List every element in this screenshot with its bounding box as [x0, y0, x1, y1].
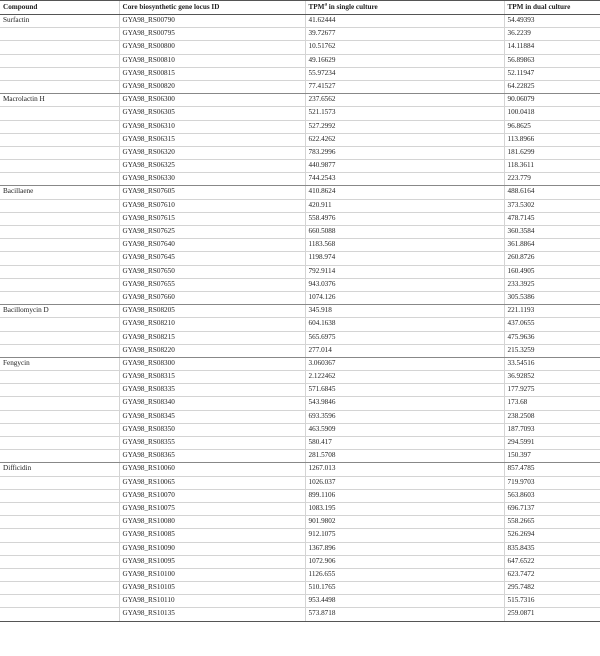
table-row [0, 384, 600, 397]
tpm-single-cell: 1072.906 [305, 555, 504, 568]
locus-id-cell: GYA98_RS06325 [119, 160, 305, 173]
compound-cell [0, 41, 119, 54]
tpm-single-cell: 440.9877 [305, 160, 504, 173]
tpm-single-cell: 622.4262 [305, 133, 504, 146]
tpm-dual-cell: 696.7137 [504, 502, 600, 515]
locus-id-cell: GYA98_RS08350 [119, 423, 305, 436]
table-row [0, 437, 600, 450]
table-row [0, 529, 600, 542]
tpm-single-cell: 604.1638 [305, 318, 504, 331]
compound-cell [0, 608, 119, 621]
locus-id-cell: GYA98_RS08315 [119, 371, 305, 384]
tpm-dual-cell: 90.06079 [504, 94, 600, 107]
tpm-single-cell: 943.0376 [305, 278, 504, 291]
table-row [0, 41, 600, 54]
compound-cell [0, 542, 119, 555]
compound-cell [0, 595, 119, 608]
tpm-dual-cell: 857.4785 [504, 463, 600, 476]
compound-cell [0, 344, 119, 357]
tpm-single-cell: 277.014 [305, 344, 504, 357]
compound-cell: Bacillaene [0, 186, 119, 199]
tpm-single-cell: 953.4498 [305, 595, 504, 608]
compound-cell [0, 397, 119, 410]
compound-cell [0, 239, 119, 252]
compound-cell: Surfactin [0, 15, 119, 28]
tpm-dual-cell: 305.5386 [504, 291, 600, 304]
table-row [0, 28, 600, 41]
locus-id-cell: GYA98_RS10080 [119, 516, 305, 529]
locus-id-cell: GYA98_RS08300 [119, 357, 305, 370]
table-header [0, 1, 600, 15]
table-row [0, 94, 600, 107]
locus-id-cell: GYA98_RS08210 [119, 318, 305, 331]
compound-cell [0, 568, 119, 581]
tpm-dual-cell: 33.54516 [504, 357, 600, 370]
locus-id-cell: GYA98_RS10100 [119, 568, 305, 581]
table-row [0, 265, 600, 278]
table-row [0, 410, 600, 423]
tpm-single-cell: 580.417 [305, 437, 504, 450]
locus-id-cell: GYA98_RS08365 [119, 450, 305, 463]
tpm-dual-cell: 113.8966 [504, 133, 600, 146]
locus-id-cell: GYA98_RS06315 [119, 133, 305, 146]
tpm-single-cell: 55.97234 [305, 67, 504, 80]
locus-id-cell: GYA98_RS10070 [119, 489, 305, 502]
compound-cell [0, 226, 119, 239]
table-row [0, 423, 600, 436]
tpm-dual-cell: 233.3925 [504, 278, 600, 291]
tpm-dual-cell: 221.1193 [504, 305, 600, 318]
table-row [0, 212, 600, 225]
table-row [0, 318, 600, 331]
compound-cell [0, 529, 119, 542]
compound-cell [0, 410, 119, 423]
tpm-single-cell: 783.2996 [305, 146, 504, 159]
locus-id-cell: GYA98_RS08355 [119, 437, 305, 450]
header-tpm-single-main: TPM [308, 3, 325, 11]
locus-id-cell: GYA98_RS10065 [119, 476, 305, 489]
compound-cell [0, 199, 119, 212]
tpm-dual-cell: 294.5991 [504, 437, 600, 450]
tpm-single-cell: 527.2992 [305, 120, 504, 133]
tpm-single-cell: 565.6975 [305, 331, 504, 344]
locus-id-cell: GYA98_RS00820 [119, 80, 305, 93]
table-row [0, 305, 600, 318]
compound-cell [0, 331, 119, 344]
locus-id-cell: GYA98_RS07625 [119, 226, 305, 239]
compound-cell [0, 476, 119, 489]
tpm-dual-cell: 835.8435 [504, 542, 600, 555]
compound-cell [0, 437, 119, 450]
table-row [0, 239, 600, 252]
tpm-dual-cell: 36.92852 [504, 371, 600, 384]
tpm-dual-cell: 437.0655 [504, 318, 600, 331]
table-row [0, 463, 600, 476]
tpm-dual-cell: 187.7093 [504, 423, 600, 436]
table-row [0, 160, 600, 173]
footnote-marker-a: a [324, 2, 327, 8]
tpm-dual-cell: 623.7472 [504, 568, 600, 581]
tpm-dual-cell: 360.3584 [504, 226, 600, 239]
locus-id-cell: GYA98_RS00810 [119, 54, 305, 67]
tpm-dual-cell: 259.0871 [504, 608, 600, 621]
table-row [0, 199, 600, 212]
compound-cell [0, 582, 119, 595]
table-row [0, 146, 600, 159]
locus-id-cell: GYA98_RS00815 [119, 67, 305, 80]
header-compound: Compound [0, 1, 119, 15]
table-row [0, 278, 600, 291]
tpm-single-cell: 1126.655 [305, 568, 504, 581]
locus-id-cell: GYA98_RS07640 [119, 239, 305, 252]
table-row [0, 120, 600, 133]
tpm-single-cell: 345.918 [305, 305, 504, 318]
tpm-single-cell: 543.9846 [305, 397, 504, 410]
locus-id-cell: GYA98_RS07645 [119, 252, 305, 265]
tpm-dual-cell: 361.8864 [504, 239, 600, 252]
tpm-single-cell: 1267.013 [305, 463, 504, 476]
tpm-single-cell: 901.9802 [305, 516, 504, 529]
tpm-dual-cell: 223.779 [504, 173, 600, 186]
locus-id-cell: GYA98_RS10090 [119, 542, 305, 555]
locus-id-cell: GYA98_RS10105 [119, 582, 305, 595]
compound-cell [0, 423, 119, 436]
table-row [0, 582, 600, 595]
tpm-single-cell: 39.72677 [305, 28, 504, 41]
tpm-single-cell: 521.1573 [305, 107, 504, 120]
table-row [0, 516, 600, 529]
compound-cell [0, 120, 119, 133]
tpm-dual-cell: 558.2665 [504, 516, 600, 529]
tpm-dual-cell: 526.2694 [504, 529, 600, 542]
compound-cell [0, 212, 119, 225]
table-row [0, 226, 600, 239]
compound-cell: Difficidin [0, 463, 119, 476]
table-row [0, 67, 600, 80]
tpm-single-cell: 573.8718 [305, 608, 504, 621]
tpm-dual-cell: 373.5302 [504, 199, 600, 212]
locus-id-cell: GYA98_RS07610 [119, 199, 305, 212]
tpm-dual-cell: 56.89863 [504, 54, 600, 67]
compound-cell: Fengycin [0, 357, 119, 370]
tpm-dual-cell: 647.6522 [504, 555, 600, 568]
header-row [0, 1, 600, 15]
tpm-dual-cell: 488.6164 [504, 186, 600, 199]
tpm-dual-cell: 260.8726 [504, 252, 600, 265]
tpm-single-cell: 3.060367 [305, 357, 504, 370]
compound-cell [0, 516, 119, 529]
table-row [0, 173, 600, 186]
tpm-dual-cell: 118.3611 [504, 160, 600, 173]
compound-cell [0, 80, 119, 93]
tpm-single-cell: 1074.126 [305, 291, 504, 304]
locus-id-cell: GYA98_RS08215 [119, 331, 305, 344]
tpm-single-cell: 410.8624 [305, 186, 504, 199]
locus-id-cell: GYA98_RS10085 [119, 529, 305, 542]
locus-id-cell: GYA98_RS06320 [119, 146, 305, 159]
tpm-dual-cell: 100.0418 [504, 107, 600, 120]
header-locus-id: Core biosynthetic gene locus ID [119, 1, 305, 15]
header-tpm-dual: TPM in dual culture [504, 1, 600, 15]
compound-cell [0, 160, 119, 173]
tpm-dual-cell: 515.7316 [504, 595, 600, 608]
tpm-dual-cell: 14.11884 [504, 41, 600, 54]
tpm-single-cell: 1183.568 [305, 239, 504, 252]
locus-id-cell: GYA98_RS08340 [119, 397, 305, 410]
table-body [0, 15, 600, 622]
compound-cell [0, 67, 119, 80]
locus-id-cell: GYA98_RS06330 [119, 173, 305, 186]
tpm-single-cell: 744.2543 [305, 173, 504, 186]
tpm-single-cell: 792.9114 [305, 265, 504, 278]
compound-cell: Macrolactin H [0, 94, 119, 107]
tpm-dual-cell: 64.22825 [504, 80, 600, 93]
tpm-dual-cell: 181.6299 [504, 146, 600, 159]
tpm-single-cell: 558.4976 [305, 212, 504, 225]
locus-id-cell: GYA98_RS08220 [119, 344, 305, 357]
table-row [0, 344, 600, 357]
table-row [0, 133, 600, 146]
table-row [0, 595, 600, 608]
tpm-single-cell: 420.911 [305, 199, 504, 212]
tpm-single-cell: 1026.037 [305, 476, 504, 489]
locus-id-cell: GYA98_RS08205 [119, 305, 305, 318]
table-row [0, 542, 600, 555]
tpm-single-cell: 693.3596 [305, 410, 504, 423]
locus-id-cell: GYA98_RS06305 [119, 107, 305, 120]
locus-id-cell: GYA98_RS00795 [119, 28, 305, 41]
compound-cell [0, 450, 119, 463]
table-row [0, 450, 600, 463]
table-row [0, 371, 600, 384]
tpm-dual-cell: 475.9636 [504, 331, 600, 344]
tpm-dual-cell: 52.11947 [504, 67, 600, 80]
locus-id-cell: GYA98_RS07650 [119, 265, 305, 278]
locus-id-cell: GYA98_RS08335 [119, 384, 305, 397]
locus-id-cell: GYA98_RS10075 [119, 502, 305, 515]
tpm-dual-cell: 54.49393 [504, 15, 600, 28]
tpm-dual-cell: 295.7482 [504, 582, 600, 595]
locus-id-cell: GYA98_RS10135 [119, 608, 305, 621]
locus-id-cell: GYA98_RS07615 [119, 212, 305, 225]
compound-cell [0, 278, 119, 291]
tpm-single-cell: 510.1765 [305, 582, 504, 595]
table-row [0, 186, 600, 199]
compound-cell [0, 291, 119, 304]
compound-cell [0, 489, 119, 502]
tpm-single-cell: 77.41527 [305, 80, 504, 93]
compound-cell [0, 502, 119, 515]
compound-cell: Bacillomycin D [0, 305, 119, 318]
compound-cell [0, 384, 119, 397]
compound-cell [0, 146, 119, 159]
locus-id-cell: GYA98_RS07605 [119, 186, 305, 199]
table-row [0, 15, 600, 28]
locus-id-cell: GYA98_RS10095 [119, 555, 305, 568]
tpm-dual-cell: 238.2508 [504, 410, 600, 423]
tpm-single-cell: 10.51762 [305, 41, 504, 54]
table-row [0, 252, 600, 265]
tpm-single-cell: 41.62444 [305, 15, 504, 28]
tpm-single-cell: 49.16629 [305, 54, 504, 67]
compound-cell [0, 28, 119, 41]
locus-id-cell: GYA98_RS00800 [119, 41, 305, 54]
locus-id-cell: GYA98_RS07660 [119, 291, 305, 304]
table-row [0, 54, 600, 67]
tpm-single-cell: 2.122462 [305, 371, 504, 384]
tpm-single-cell: 1083.195 [305, 502, 504, 515]
compound-cell [0, 252, 119, 265]
locus-id-cell: GYA98_RS06300 [119, 94, 305, 107]
compound-cell [0, 318, 119, 331]
tpm-single-cell: 660.5088 [305, 226, 504, 239]
compound-cell [0, 371, 119, 384]
locus-id-cell: GYA98_RS10110 [119, 595, 305, 608]
tpm-dual-cell: 150.397 [504, 450, 600, 463]
tpm-single-cell: 571.6845 [305, 384, 504, 397]
locus-id-cell: GYA98_RS08345 [119, 410, 305, 423]
locus-id-cell: GYA98_RS07655 [119, 278, 305, 291]
header-tpm-single [305, 1, 504, 15]
tpm-single-cell: 281.5708 [305, 450, 504, 463]
tpm-single-cell: 1198.974 [305, 252, 504, 265]
tpm-dual-cell: 173.68 [504, 397, 600, 410]
table-row [0, 357, 600, 370]
table-row [0, 555, 600, 568]
tpm-single-cell: 912.1075 [305, 529, 504, 542]
compound-cell [0, 133, 119, 146]
compound-cell [0, 107, 119, 120]
locus-id-cell: GYA98_RS00790 [119, 15, 305, 28]
compound-cell [0, 54, 119, 67]
tpm-dual-cell: 215.3259 [504, 344, 600, 357]
locus-id-cell: GYA98_RS10060 [119, 463, 305, 476]
table-row [0, 291, 600, 304]
table-row [0, 397, 600, 410]
tpm-dual-cell: 160.4905 [504, 265, 600, 278]
table-row [0, 568, 600, 581]
table-row [0, 489, 600, 502]
header-tpm-single-rest: in single culture [326, 3, 378, 11]
compound-cell [0, 265, 119, 278]
compound-cell [0, 555, 119, 568]
table-row [0, 80, 600, 93]
table-row [0, 331, 600, 344]
tpm-single-cell: 1367.896 [305, 542, 504, 555]
table-row [0, 107, 600, 120]
table-row [0, 608, 600, 621]
tpm-dual-cell: 96.8625 [504, 120, 600, 133]
tpm-dual-cell: 36.2239 [504, 28, 600, 41]
compound-cell [0, 173, 119, 186]
tpm-dual-cell: 719.9703 [504, 476, 600, 489]
table-row [0, 476, 600, 489]
tpm-single-cell: 899.1106 [305, 489, 504, 502]
locus-id-cell: GYA98_RS06310 [119, 120, 305, 133]
tpm-dual-cell: 478.7145 [504, 212, 600, 225]
tpm-single-cell: 237.6562 [305, 94, 504, 107]
table-row [0, 502, 600, 515]
tpm-single-cell: 463.5909 [305, 423, 504, 436]
tpm-dual-cell: 563.8603 [504, 489, 600, 502]
tpm-dual-cell: 177.9275 [504, 384, 600, 397]
